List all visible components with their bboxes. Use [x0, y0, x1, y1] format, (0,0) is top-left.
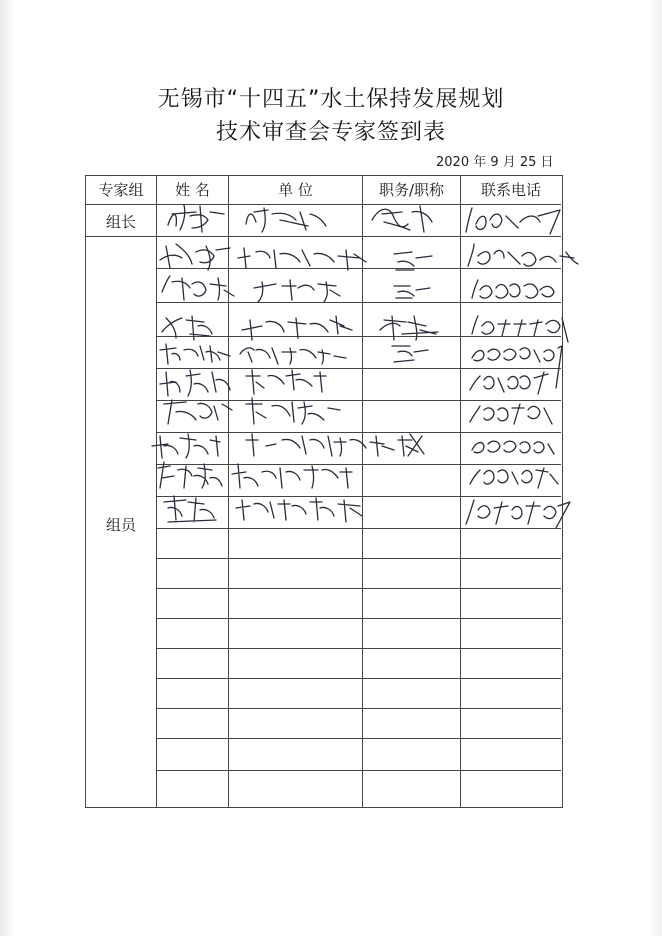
- header-name: 姓 名: [175, 181, 210, 199]
- header-phone: 联系电话: [480, 181, 541, 199]
- header-unit: 单 位: [278, 181, 313, 199]
- header-expert-group: 专家组: [98, 181, 144, 199]
- role-leader: 组长: [105, 213, 136, 231]
- page-subtitle: 技术审查会专家签到表: [215, 120, 446, 145]
- sign-date: 2020 年 9 月 25 日: [436, 155, 554, 170]
- role-member: 组员: [105, 516, 136, 534]
- header-title: 职务/职称: [378, 181, 445, 199]
- page-title: 无锡市“十四五”水土保持发展规划: [157, 87, 505, 112]
